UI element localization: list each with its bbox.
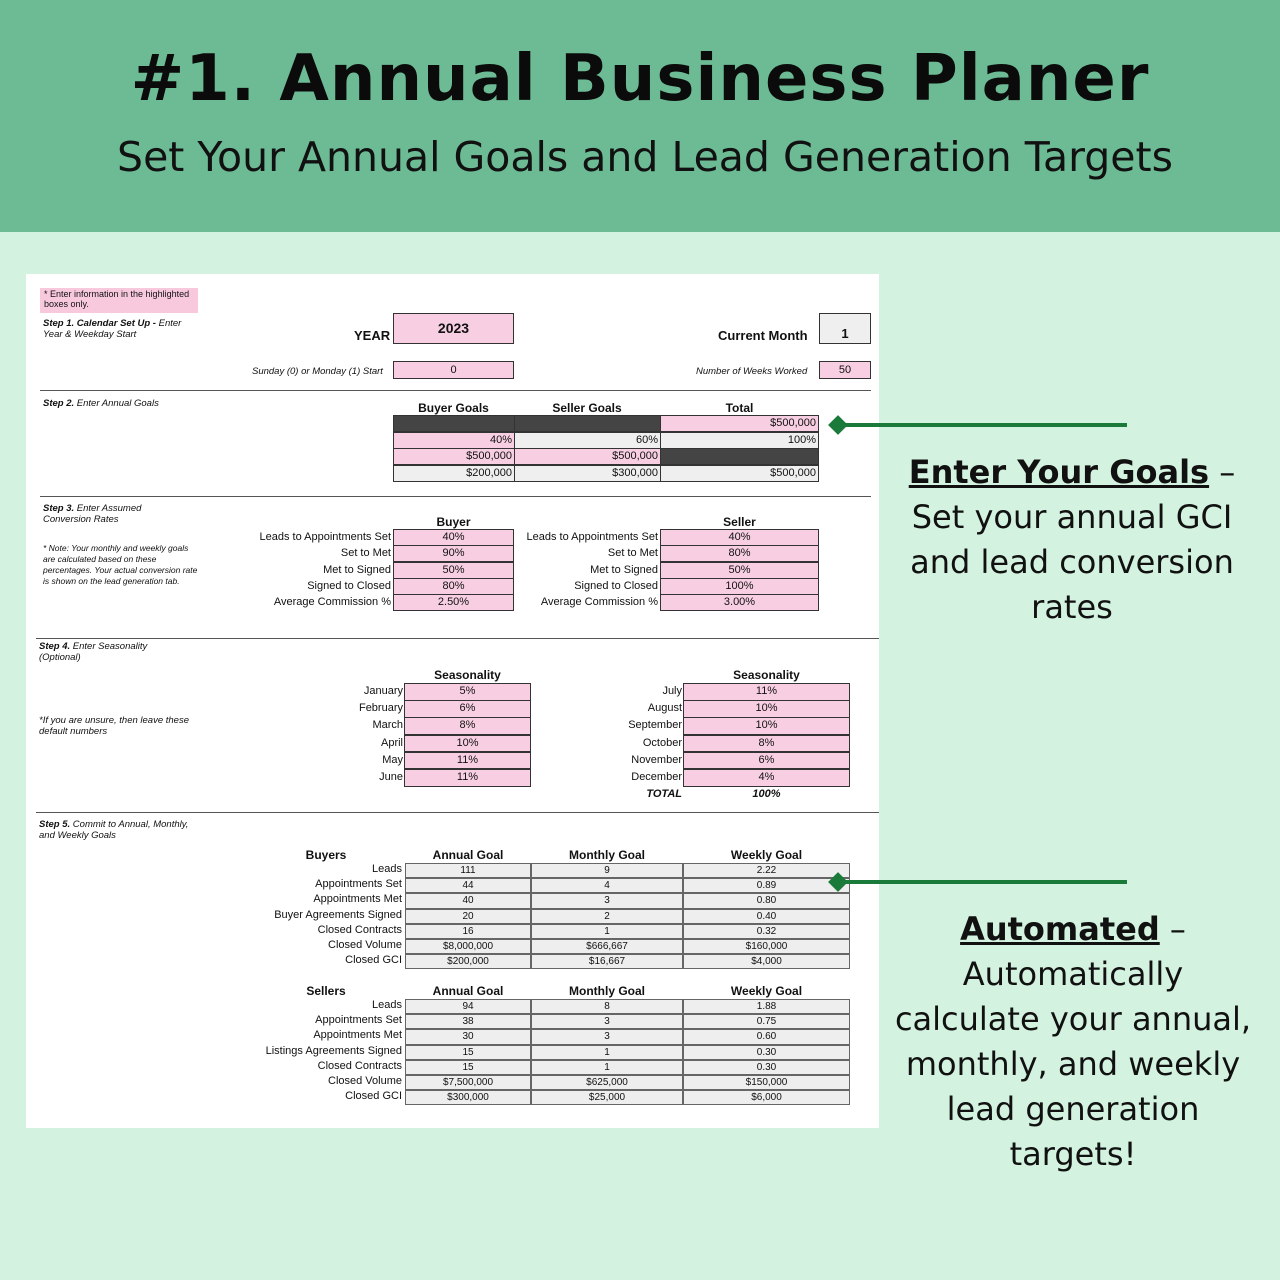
buyer-header: Buyer <box>436 515 471 529</box>
total-gci-input[interactable]: $500,000 <box>660 415 819 432</box>
buyer-rate-input[interactable]: 50% <box>393 562 514 579</box>
annual-goal-cell: 30 <box>405 1029 531 1044</box>
seller-rate-label: Signed to Closed <box>574 579 658 592</box>
month-label: November <box>631 753 682 766</box>
buyers-table-title: Buyers <box>305 848 347 862</box>
weekly-goal-cell: 0.75 <box>683 1014 850 1029</box>
buyer-gci: $200,000 <box>393 465 515 482</box>
seasonality-input[interactable]: 8% <box>683 735 850 753</box>
weekly-goal-cell: $150,000 <box>683 1075 850 1090</box>
seasonality-input[interactable]: 11% <box>683 683 850 701</box>
annual-goal-cell: 16 <box>405 924 531 939</box>
goal-row-label: Appointments Set <box>315 878 402 891</box>
goal-row-label: Appointments Set <box>315 1014 402 1027</box>
buyer-rate-label: Signed to Closed <box>307 579 391 592</box>
seller-rate-input[interactable]: 40% <box>660 529 819 546</box>
goal-column-header: Monthly Goal <box>569 984 645 998</box>
annual-goal-cell: $300,000 <box>405 1090 531 1105</box>
weekly-goal-cell: 2.22 <box>683 863 850 878</box>
goal-row-label: Appointments Met <box>313 893 402 906</box>
connector-line <box>838 423 1127 427</box>
goal-row-label: Closed Volume <box>328 1075 402 1087</box>
goal-row-label: Closed Contracts <box>317 923 402 936</box>
annual-goal-cell: 94 <box>405 999 531 1014</box>
divider <box>36 638 879 639</box>
seller-rate-input[interactable]: 3.00% <box>660 594 819 611</box>
month-label: April <box>380 736 403 749</box>
goal-column-header: Weekly Goal <box>730 984 803 998</box>
seller-goals-header: Seller Goals <box>552 401 622 415</box>
divider <box>40 496 871 497</box>
annual-goal-cell: 38 <box>405 1014 531 1029</box>
seasonality-header: Seasonality <box>434 668 501 682</box>
month-label: January <box>363 685 403 697</box>
goal-row-label: Buyer Agreements Signed <box>274 908 402 921</box>
monthly-goal-cell: $16,667 <box>531 954 683 969</box>
buyer-rate-input[interactable]: 40% <box>393 529 514 546</box>
buyer-rate-label: Set to Met <box>340 547 391 560</box>
seasonality-header: Seasonality <box>733 668 800 682</box>
step3-label: Step 3. Enter Assumed Conversion Rates <box>43 503 142 525</box>
goal-cell <box>660 448 819 465</box>
buyer-rate-input[interactable]: 80% <box>393 578 514 595</box>
step3-note: * Note: Your monthly and weekly goals are calculated based on these percentages. Your actual conversion rate is shown on the lead generation tab. <box>43 543 198 586</box>
monthly-goal-cell: $625,000 <box>531 1075 683 1090</box>
weekly-goal-cell: $6,000 <box>683 1090 850 1105</box>
divider <box>36 812 879 813</box>
goal-column-header: Annual Goal <box>432 848 504 862</box>
step5-label: Step 5. Commit to Annual, Monthly, and Weekly Goals <box>39 819 189 841</box>
seasonality-input[interactable]: 8% <box>404 717 531 735</box>
goals-callout-title: Enter Your Goals <box>908 453 1210 491</box>
goal-row-label: Leads <box>372 999 402 1011</box>
total-gci: $500,000 <box>660 465 819 482</box>
weekly-goal-cell: 1.88 <box>683 999 850 1014</box>
weekly-goal-cell: 0.80 <box>683 893 850 908</box>
seller-rate-label: Set to Met <box>607 547 658 560</box>
weekly-goal-cell: 0.60 <box>683 1029 850 1044</box>
seller-price-input[interactable]: $500,000 <box>514 448 661 465</box>
buyer-rate-label: Leads to Appointments Set <box>259 531 391 543</box>
monthly-goal-cell: 3 <box>531 1014 683 1029</box>
goal-row-label: Leads <box>372 863 402 875</box>
seller-rate-input[interactable]: 80% <box>660 545 819 562</box>
page-title: #1. Annual Business Planer <box>130 42 1150 116</box>
page-subtitle: Set Your Annual Goals and Lead Generation Targets <box>117 133 1173 181</box>
automated-callout: Automated – Automatically calculate your annual, monthly, and weekly lead generation targets! <box>894 910 1252 1173</box>
goal-row-label: Listings Agreements Signed <box>265 1044 402 1057</box>
goal-column-header: Annual Goal <box>432 984 504 998</box>
annual-goal-cell: $8,000,000 <box>405 939 531 954</box>
sellers-table-title: Sellers <box>306 984 346 998</box>
seasonality-input[interactable]: 10% <box>404 735 531 753</box>
month-label: February <box>358 702 403 715</box>
step2-label: Step 2. Enter Annual Goals <box>43 398 159 409</box>
annual-goal-cell: $200,000 <box>405 954 531 969</box>
current-month-input[interactable]: 1 <box>819 313 871 344</box>
month-label: July <box>662 685 682 697</box>
weekly-goal-cell: $4,000 <box>683 954 850 969</box>
seller-gci: $300,000 <box>514 465 661 482</box>
step4-note: *If you are unsure, then leave these default numbers <box>39 715 189 737</box>
monthly-goal-cell: 9 <box>531 863 683 878</box>
connector-line <box>838 880 1127 884</box>
month-label: December <box>631 771 682 783</box>
weeks-input[interactable]: 50 <box>819 361 871 379</box>
step1-label: Step 1. Calendar Set Up - Enter Year & Weekday Start <box>43 318 182 340</box>
seasonality-total-label: TOTAL <box>646 788 682 800</box>
weekday-label: Sunday (0) or Monday (1) Start <box>252 366 383 377</box>
divider <box>40 390 871 391</box>
seller-header: Seller <box>723 515 756 529</box>
seller-rate-label: Leads to Appointments Set <box>526 531 658 543</box>
total-header: Total <box>725 401 754 415</box>
seasonality-input[interactable]: 11% <box>404 752 531 770</box>
monthly-goal-cell: $666,667 <box>531 939 683 954</box>
annual-goal-cell: 44 <box>405 878 531 893</box>
monthly-goal-cell: 2 <box>531 909 683 924</box>
header-banner <box>0 0 1280 232</box>
seller-rate-label: Average Commission % <box>540 596 658 609</box>
goal-row-label: Closed Volume <box>328 939 402 951</box>
buyer-goals-header: Buyer Goals <box>418 401 489 415</box>
goals-callout: Enter Your Goals – Set your annual GCI and lead conversion rates <box>908 453 1236 626</box>
annual-goal-cell: 15 <box>405 1060 531 1075</box>
seasonality-input[interactable]: 6% <box>683 752 850 770</box>
weekly-goal-cell: 0.30 <box>683 1060 850 1075</box>
current-month-label: Current Month <box>718 328 808 343</box>
weekly-goal-cell: 0.89 <box>683 878 850 893</box>
monthly-goal-cell: 1 <box>531 1045 683 1060</box>
seasonality-input[interactable]: 5% <box>404 683 531 701</box>
annual-goal-cell: 111 <box>405 863 531 878</box>
goal-row-label: Closed GCI <box>345 954 402 967</box>
weekly-goal-cell: 0.30 <box>683 1045 850 1060</box>
buyer-rate-input[interactable]: 90% <box>393 545 514 562</box>
annual-goal-cell: $7,500,000 <box>405 1075 531 1090</box>
seller-rate-label: Met to Signed <box>590 563 658 576</box>
goal-column-header: Monthly Goal <box>569 848 645 862</box>
weekday-input[interactable]: 0 <box>393 361 514 379</box>
annual-goal-cell: 20 <box>405 909 531 924</box>
spreadsheet-preview <box>26 274 879 1128</box>
monthly-goal-cell: 4 <box>531 878 683 893</box>
month-label: October <box>642 736 682 749</box>
month-label: June <box>379 771 403 783</box>
monthly-goal-cell: 3 <box>531 1029 683 1044</box>
monthly-goal-cell: 1 <box>531 1060 683 1075</box>
monthly-goal-cell: 8 <box>531 999 683 1014</box>
weekly-goal-cell: $160,000 <box>683 939 850 954</box>
monthly-goal-cell: $25,000 <box>531 1090 683 1105</box>
seasonality-input[interactable]: 4% <box>683 769 850 787</box>
month-label: May <box>382 753 403 766</box>
buyer-percent-input[interactable]: 40% <box>393 432 515 449</box>
automated-callout-title: Automated <box>960 910 1160 948</box>
buyer-price-input[interactable]: $500,000 <box>393 448 515 465</box>
monthly-goal-cell: 3 <box>531 893 683 908</box>
goal-cell <box>393 415 515 432</box>
seasonality-input[interactable]: 11% <box>404 769 531 787</box>
goal-cell <box>514 415 661 432</box>
seasonality-total-value: 100% <box>752 788 781 800</box>
monthly-goal-cell: 1 <box>531 924 683 939</box>
goal-row-label: Appointments Met <box>313 1029 402 1042</box>
seller-rate-input[interactable]: 50% <box>660 562 819 579</box>
buyer-rate-input[interactable]: 2.50% <box>393 594 514 611</box>
buyer-rate-label: Average Commission % <box>273 596 391 609</box>
annual-goal-cell: 40 <box>405 893 531 908</box>
month-label: March <box>372 719 403 732</box>
year-label: YEAR <box>354 328 391 343</box>
goal-row-label: Closed GCI <box>345 1090 402 1103</box>
goal-row-label: Closed Contracts <box>317 1059 402 1072</box>
seasonality-input[interactable]: 6% <box>404 700 531 718</box>
goal-column-header: Weekly Goal <box>730 848 803 862</box>
total-percent: 100% <box>660 432 819 449</box>
seller-rate-input[interactable]: 100% <box>660 578 819 595</box>
weekly-goal-cell: 0.40 <box>683 909 850 924</box>
seasonality-input[interactable]: 10% <box>683 717 850 735</box>
instruction-note: * Enter information in the highlighted boxes only. <box>40 288 198 313</box>
month-label: August <box>647 702 682 715</box>
weeks-label: Number of Weeks Worked <box>696 366 808 377</box>
seller-percent: 60% <box>514 432 661 449</box>
weekly-goal-cell: 0.32 <box>683 924 850 939</box>
annual-goal-cell: 15 <box>405 1045 531 1060</box>
buyer-rate-label: Met to Signed <box>323 563 391 576</box>
step4-label: Step 4. Enter Seasonality (Optional) <box>39 641 148 663</box>
month-label: September <box>628 719 682 732</box>
year-input[interactable]: 2023 <box>393 313 514 344</box>
seasonality-input[interactable]: 10% <box>683 700 850 718</box>
